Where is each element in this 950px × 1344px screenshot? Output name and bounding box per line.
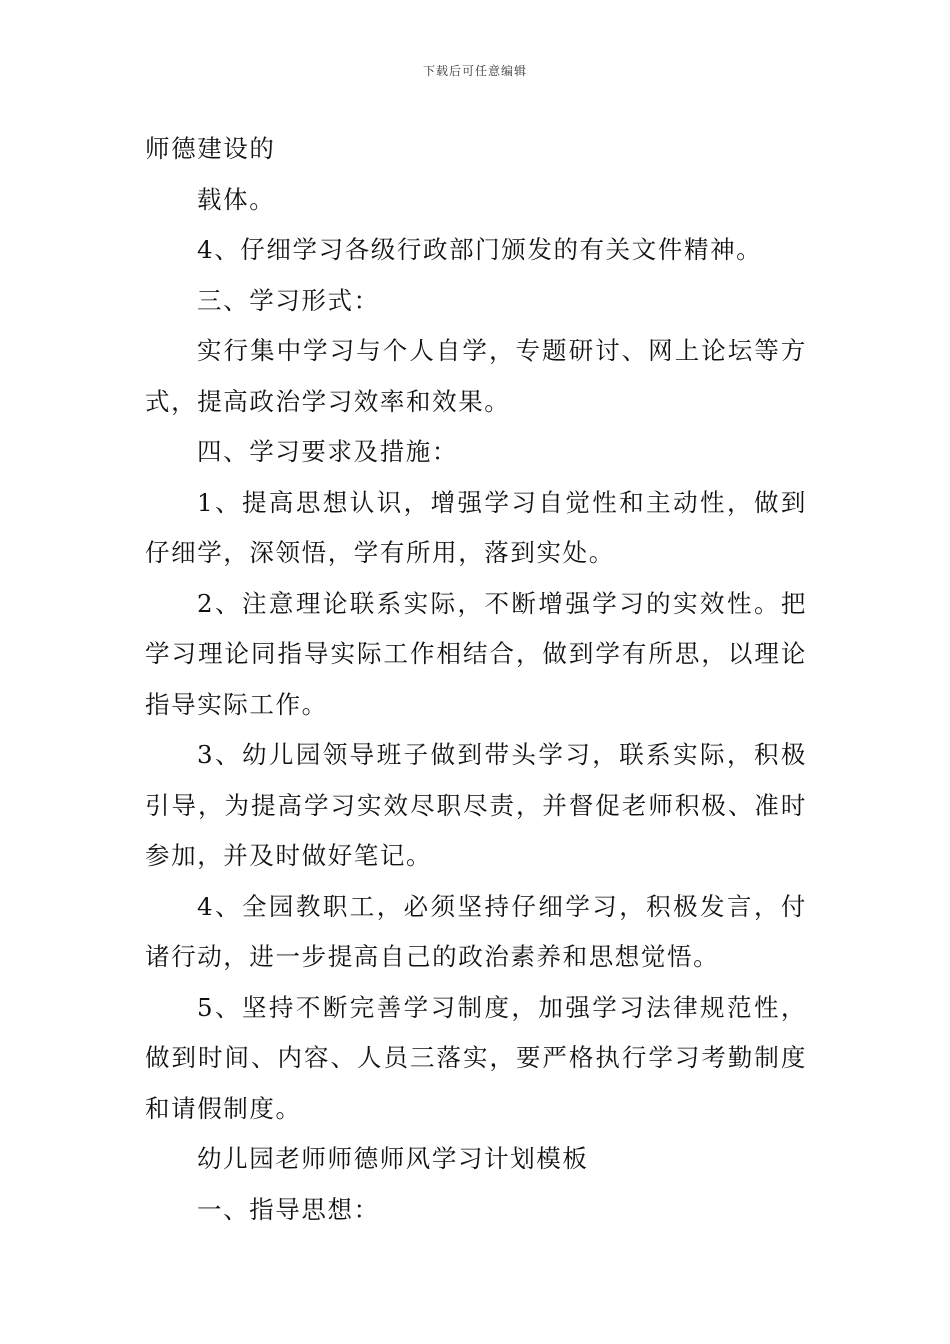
section-heading: 四、学习要求及措施：	[197, 437, 458, 466]
paragraph: 4、仔细学习各级行政部门颁发的有关文件精神。	[197, 235, 763, 264]
paragraph: 1、提高思想认识，增强学习自觉性和主动性，做到仔细学，深领悟，学有所用，落到实处。	[145, 487, 807, 567]
document-title: 幼儿园老师师德师风学习计划模板	[197, 1144, 589, 1173]
paragraph: 师德建设的	[145, 134, 276, 163]
document-body	[145, 124, 807, 1235]
paragraph: 2、注意理论联系实际，不断增强学习的实效性。把学习理论同指导实际工作相结合，做到学有所思，以理论指导实际工作。	[145, 588, 807, 719]
page-header: 下载后可任意编辑	[422, 64, 527, 78]
section-heading: 一、指导思想：	[197, 1194, 380, 1224]
paragraph: 5、坚持不断完善学习制度，加强学习法律规范性，做到时间、内容、人员三落实，要严格执行学习考勤制度和请假制度。	[145, 992, 807, 1123]
paragraph: 3、幼儿园领导班子做到带头学习，联系实际，积极引导，为提高学习实效尽职尽责，并督促老师积极、准时参加，并及时做好笔记。	[145, 740, 807, 870]
section-heading: 三、学习形式：	[197, 285, 380, 315]
paragraph: 载体。	[197, 184, 276, 214]
paragraph: 4、全园教职工，必须坚持仔细学习，积极发言，付诸行动，进一步提高自己的政治素养和思想觉悟。	[145, 891, 807, 971]
paragraph: 实行集中学习与个人自学，专题研讨、网上论坛等方式，提高政治学习效率和效果。	[145, 336, 807, 416]
